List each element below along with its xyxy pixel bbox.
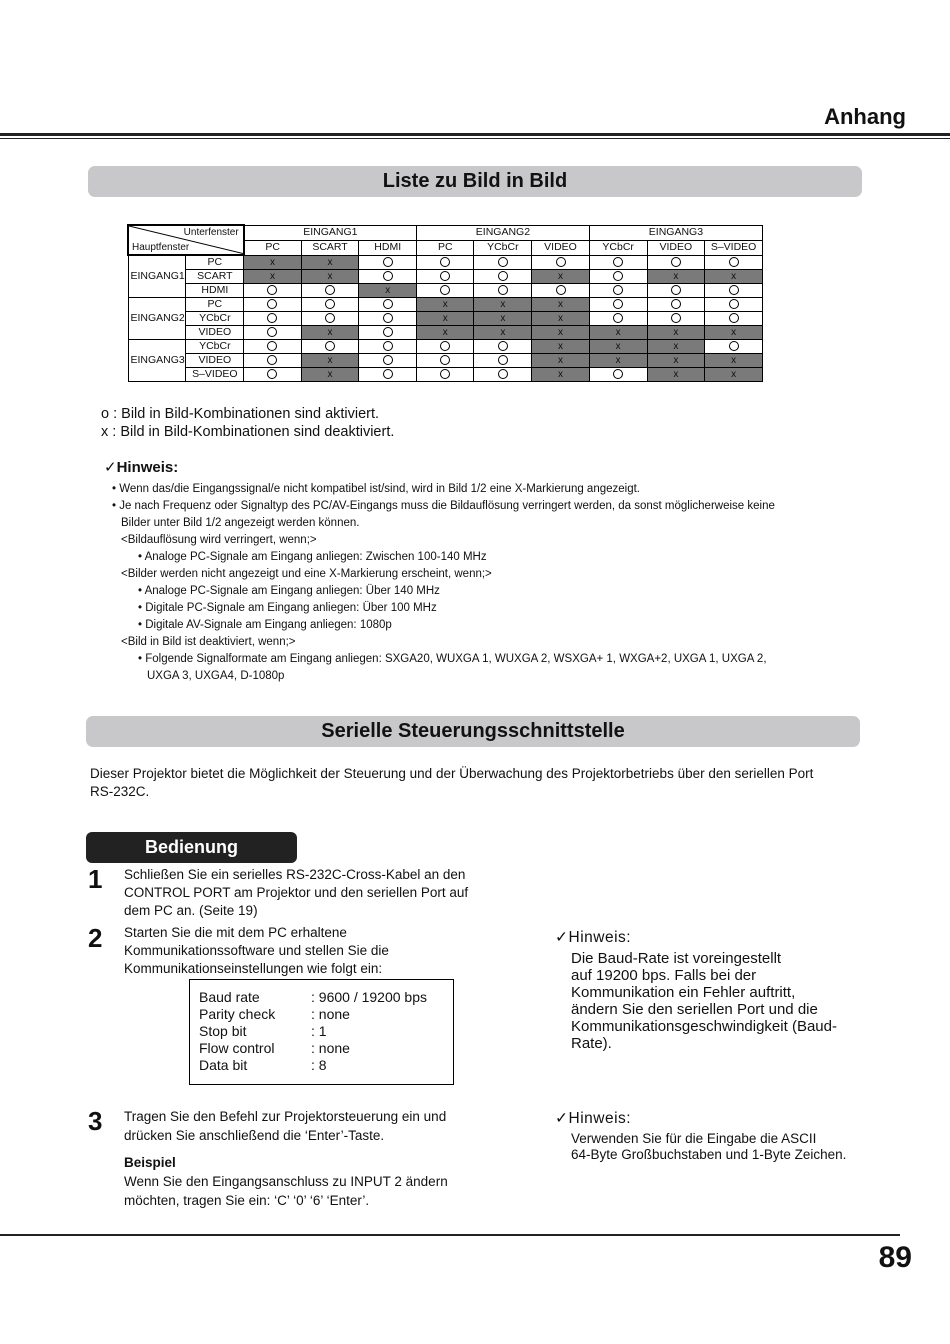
hinweis-heading-text: Hinweis: [116,459,179,476]
hinweis-line: • Je nach Frequenz oder Signaltyp des PC/AV-Eingangs muss die Bildauflösung verringert werden, da sonst möglicherweise keine [112,500,775,512]
pip-cell-enabled [301,312,359,326]
hinweis-notes [112,481,775,685]
pip-cell-enabled [359,270,417,284]
setting-label: Baud rate [199,989,260,1005]
column-header: PC [417,240,474,255]
setting-row [199,1057,453,1074]
pip-cell-enabled [244,368,301,382]
cross-mark: x [615,341,621,352]
pip-cell-disabled [705,326,763,340]
circle-icon [325,341,335,351]
note-baud-line: Kommunikation ein Fehler auftritt, [571,984,796,1001]
circle-icon [383,327,393,337]
note-baud-line: Rate). [571,1035,612,1052]
circle-icon [325,313,335,323]
pip-cell-enabled [532,255,590,270]
legend [101,405,394,441]
circle-icon [729,341,739,351]
cross-mark: x [327,271,333,282]
pip-row [128,368,763,382]
note-baud-heading [555,928,631,947]
hinweis-heading [104,458,178,476]
pip-cell-enabled [705,312,763,326]
circle-icon [383,341,393,351]
cross-mark: x [558,313,563,324]
circle-icon [729,299,739,309]
serial-intro-line-2: RS-232C. [90,784,150,799]
pip-cell-disabled [589,326,647,340]
circle-icon [383,271,393,281]
circle-icon [267,341,277,351]
pip-section-title: Liste zu Bild in Bild [88,166,862,197]
row-group-label: EINGANG3 [128,340,186,382]
beispiel-line: Wenn Sie den Eingangsanschluss zu INPUT 2 ändern [124,1174,448,1189]
pip-cell-enabled [474,340,532,354]
hinweis-line: <Bildauflösung wird verringert, wenn;> [121,534,317,546]
column-header: S–VIDEO [705,240,763,255]
circle-icon [498,285,508,295]
cross-mark: x [673,271,679,282]
circle-icon [613,257,623,267]
pip-cell-enabled [359,255,417,270]
circle-icon [729,257,739,267]
pip-cell-enabled [474,284,532,298]
pip-cell-enabled [705,340,763,354]
pip-cell-disabled [244,270,301,284]
cross-mark: x [500,327,506,338]
pip-cell-disabled [417,312,474,326]
beispiel-title: Beispiel [124,1155,176,1170]
pip-cell-disabled [705,368,763,382]
pip-row [128,326,763,340]
pip-cell-enabled [532,284,590,298]
pip-cell-enabled [474,368,532,382]
pip-cell-disabled [244,255,301,270]
setting-label: Stop bit [199,1023,247,1039]
row-label: YCbCr [186,340,244,354]
pip-row [128,340,763,354]
setting-value: : none [311,1006,350,1022]
pip-cell-enabled [589,368,647,382]
pip-cell-enabled [244,326,301,340]
pip-row [128,312,763,326]
cross-mark: x [558,355,563,366]
hinweis-line: • Folgende Signalformate am Eingang anliegen: SXGA20, WUXGA 1, WUXGA 2, WSXGA+ 1, WXGA+2, UXGA 1, UXGA 2, [138,653,767,665]
cross-mark: x [731,271,737,282]
circle-icon [267,355,277,365]
pip-cell-disabled [532,340,590,354]
setting-label: Parity check [199,1006,276,1022]
pip-cell-disabled [417,298,474,312]
cross-mark: x [500,313,506,324]
row-label: S–VIDEO [186,368,244,382]
pip-cell-enabled [589,255,647,270]
pip-cell-disabled [589,354,647,368]
legend-off: x : Bild in Bild-Kombinationen sind deaktiviert. [101,424,395,440]
bedienung-heading: Bedienung [86,832,297,863]
legend-on: o : Bild in Bild-Kombinationen sind aktiviert. [101,406,380,422]
step-1-number: 1 [88,864,103,894]
pip-cell-enabled [417,368,474,382]
pip-cell-enabled [359,312,417,326]
column-header: VIDEO [647,240,705,255]
pip-cell-enabled [244,298,301,312]
note-baud-line: ändern Sie den seriellen Port und die [571,1001,818,1018]
step-2-number: 2 [88,923,103,953]
cross-mark: x [327,327,333,338]
circle-icon [671,313,681,323]
hinweis-line: • Analoge PC-Signale am Eingang anliegen: Über 140 MHz [138,585,440,597]
circle-icon [267,327,277,337]
hinweis-line: UXGA 3, UXGA4, D-1080p [147,670,285,682]
setting-row [199,1006,453,1023]
hinweis-line: Bilder unter Bild 1/2 angezeigt werden können. [121,517,360,529]
header-rule-thin [0,138,950,139]
circle-icon [440,341,450,351]
cross-mark: x [442,299,448,310]
circle-icon [267,313,277,323]
pip-cell-disabled [532,270,590,284]
circle-icon [613,299,623,309]
row-label: PC [186,298,244,312]
group-header-2: EINGANG2 [417,225,590,240]
pip-cell-enabled [647,284,705,298]
circle-icon [325,285,335,295]
note-ascii-line: 64-Byte Großbuchstaben und 1-Byte Zeichen. [571,1147,847,1162]
row-label: HDMI [186,284,244,298]
pip-cell-enabled [244,340,301,354]
hinweis-line: • Analoge PC-Signale am Eingang anliegen: Zwischen 100-140 MHz [138,551,487,563]
circle-icon [383,313,393,323]
step-1-line: Schließen Sie ein serielles RS-232C-Cross-Kabel an den [124,867,466,882]
circle-icon [498,355,508,365]
cross-mark: x [731,327,737,338]
row-group-label: EINGANG2 [128,298,186,340]
step-3-number: 3 [88,1106,103,1136]
circle-icon [671,257,681,267]
pip-cell-disabled [705,270,763,284]
circle-icon [383,257,393,267]
circle-icon [671,285,681,295]
cross-mark: x [500,299,506,310]
pip-row [128,255,763,270]
cross-mark: x [558,271,563,282]
circle-icon [498,369,508,379]
pip-cell-enabled [474,270,532,284]
pip-cell-enabled [589,270,647,284]
pip-row [128,354,763,368]
step-2-line: Kommunikationseinstellungen wie folgt ein: [124,961,383,976]
setting-row [199,1023,453,1040]
cross-mark: x [731,355,737,366]
pip-cell-disabled [532,326,590,340]
cross-mark: x [558,341,563,352]
pip-cell-enabled [301,340,359,354]
pip-cell-disabled [301,354,359,368]
cross-mark: x [269,256,275,268]
pip-cell-disabled [301,326,359,340]
cross-mark: x [442,313,448,324]
header-rule [0,133,950,136]
column-header: HDMI [359,240,417,255]
cross-mark: x [558,369,563,380]
pip-cell-disabled [532,312,590,326]
pip-cell-enabled [705,255,763,270]
circle-icon [383,355,393,365]
circle-icon [613,313,623,323]
setting-row [199,989,453,1006]
checkmark-icon: ✓ [555,929,569,946]
pip-cell-disabled [417,326,474,340]
step-1-line: dem PC an. (Seite 19) [124,903,258,918]
pip-cell-enabled [417,270,474,284]
group-header-1: EINGANG1 [244,225,417,240]
pip-cell-enabled [474,354,532,368]
row-label: SCART [186,270,244,284]
footer-rule [0,1234,900,1236]
pip-cell-enabled [359,298,417,312]
checkmark-icon: ✓ [555,1110,569,1127]
column-header: YCbCr [589,240,647,255]
circle-icon [498,257,508,267]
circle-icon [556,257,566,267]
circle-icon [440,369,450,379]
pip-row [128,298,763,312]
pip-cell-enabled [417,340,474,354]
pip-cell-disabled [647,270,705,284]
pip-cell-disabled [359,284,417,298]
circle-icon [613,285,623,295]
hinweis-line: • Wenn das/die Eingangssignal/e nicht kompatibel ist/sind, wird in Bild 1/2 eine X-Markierung angezeigt. [112,483,640,495]
circle-icon [440,285,450,295]
pip-table-wrapper [127,224,763,382]
setting-value: : 1 [311,1023,327,1039]
setting-value: : none [311,1040,350,1056]
hinweis-line: <Bild in Bild ist deaktiviert, wenn;> [121,636,296,648]
cross-mark: x [442,327,448,338]
circle-icon [613,369,623,379]
column-header: YCbCr [474,240,532,255]
circle-icon [729,313,739,323]
pip-cell-enabled [359,368,417,382]
pip-cell-disabled [474,312,532,326]
step-2-line: Kommunikationssoftware und stellen Sie die [124,943,389,958]
circle-icon [729,285,739,295]
note-baud-body [571,950,837,1052]
hinweis-line: • Digitale PC-Signale am Eingang anliegen: Über 100 MHz [138,602,437,614]
pip-cell-enabled [417,284,474,298]
serial-intro-line-1: Dieser Projektor bietet die Möglichkeit der Steuerung und der Überwachung des Projektorbetriebs über den seriellen Port [90,766,814,781]
circle-icon [267,299,277,309]
pip-row [128,270,763,284]
pip-cell-enabled [647,255,705,270]
cross-mark: x [673,327,679,338]
serial-section-title: Serielle Steuerungsschnittstelle [86,716,860,747]
circle-icon [383,299,393,309]
circle-icon [440,257,450,267]
circle-icon [498,271,508,281]
pip-cell-disabled [589,340,647,354]
note-baud-line: Die Baud-Rate ist voreingestellt [571,950,782,967]
cross-mark: x [615,327,621,338]
pip-cell-enabled [705,284,763,298]
pip-cell-disabled [532,368,590,382]
hinweis-line: • Digitale AV-Signale am Eingang anliegen: 1080p [138,619,392,631]
circle-icon [440,355,450,365]
pip-corner-cell [128,225,244,255]
step-1-text [124,866,468,920]
pip-cell-enabled [647,312,705,326]
setting-value: : 8 [311,1057,327,1073]
circle-icon [383,369,393,379]
step-2-line: Starten Sie die mit dem PC erhaltene [124,925,347,940]
pip-cell-enabled [359,326,417,340]
step-3-line: drücken Sie anschließend die ‘Enter’-Taste. [124,1128,385,1143]
cross-mark: x [269,271,275,282]
row-label: YCbCr [186,312,244,326]
column-header: VIDEO [532,240,590,255]
circle-icon [671,299,681,309]
pip-cell-enabled [647,298,705,312]
pip-cell-enabled [417,354,474,368]
corner-sub-label: Unterfenster [183,227,239,238]
pip-cell-enabled [474,255,532,270]
pip-cell-disabled [301,368,359,382]
cross-mark: x [673,369,679,380]
corner-main-label: Hauptfenster [132,242,190,253]
row-label: PC [186,255,244,270]
pip-cell-enabled [589,284,647,298]
settings-list [190,980,453,1074]
circle-icon [267,285,277,295]
checkmark-icon: ✓ [104,459,117,476]
cross-mark: x [385,285,391,296]
cross-mark: x [558,299,563,310]
pip-cell-disabled [705,354,763,368]
cross-mark: x [327,256,333,268]
settings-box [189,979,454,1085]
pip-cell-enabled [417,255,474,270]
setting-row [199,1040,453,1057]
cross-mark: x [615,355,621,366]
hinweis-line: <Bilder werden nicht angezeigt und eine X-Markierung erscheint, wenn;> [121,568,492,580]
setting-label: Data bit [199,1057,248,1073]
step-3-line: Tragen Sie den Befehl zur Projektorsteuerung ein und [124,1109,447,1124]
circle-icon [556,285,566,295]
group-header-3: EINGANG3 [589,225,762,240]
pip-cell-disabled [301,255,359,270]
note-baud-line: Kommunikationsgeschwindigkeit (Baud- [571,1018,837,1035]
pip-cell-enabled [359,354,417,368]
pip-cell-disabled [647,326,705,340]
pip-cell-enabled [705,298,763,312]
note-ascii-body [571,1131,846,1163]
setting-label: Flow control [199,1040,275,1056]
row-label: VIDEO [186,326,244,340]
cross-mark: x [327,369,333,380]
cross-mark: x [673,341,679,352]
pip-cell-enabled [244,354,301,368]
pip-cell-enabled [244,284,301,298]
circle-icon [440,271,450,281]
page-number: 89 [878,1241,912,1274]
note-baud-heading-text: Hinweis: [568,929,632,946]
beispiel-line: möchten, tragen Sie ein: ‘C’ ‘0’ ‘6’ ‘Enter’. [124,1193,370,1208]
pip-table [127,224,763,382]
step-3-text [124,1107,448,1210]
pip-cell-disabled [532,354,590,368]
pip-cell-disabled [647,340,705,354]
pip-cell-enabled [359,340,417,354]
pip-cell-disabled [474,326,532,340]
pip-cell-disabled [474,298,532,312]
step-1-line: CONTROL PORT am Projektor und den seriellen Port auf [124,885,469,900]
pip-cell-disabled [301,270,359,284]
column-header: SCART [301,240,359,255]
cross-mark: x [673,355,679,366]
note-ascii-line: Verwenden Sie für die Eingabe die ASCII [571,1131,817,1146]
circle-icon [613,271,623,281]
step-2-text [124,924,389,978]
circle-icon [267,369,277,379]
row-group-label: EINGANG1 [128,255,186,298]
note-baud-line: auf 19200 bps. Falls bei der [571,967,757,984]
cross-mark: x [731,369,737,380]
cross-mark: x [558,327,563,338]
pip-cell-enabled [589,298,647,312]
pip-cell-enabled [301,284,359,298]
pip-cell-enabled [589,312,647,326]
pip-cell-disabled [532,298,590,312]
column-header: PC [244,240,301,255]
note-ascii-heading-text: Hinweis: [568,1110,632,1127]
circle-icon [325,299,335,309]
row-label: VIDEO [186,354,244,368]
pip-cell-disabled [647,354,705,368]
note-ascii-heading [555,1109,631,1128]
cross-mark: x [327,355,333,366]
serial-intro [90,765,813,801]
pip-cell-enabled [244,312,301,326]
pip-row [128,284,763,298]
circle-icon [498,341,508,351]
pip-cell-enabled [301,298,359,312]
section-title: Anhang [824,104,906,129]
setting-value: : 9600 / 19200 bps [311,989,427,1005]
pip-cell-disabled [647,368,705,382]
